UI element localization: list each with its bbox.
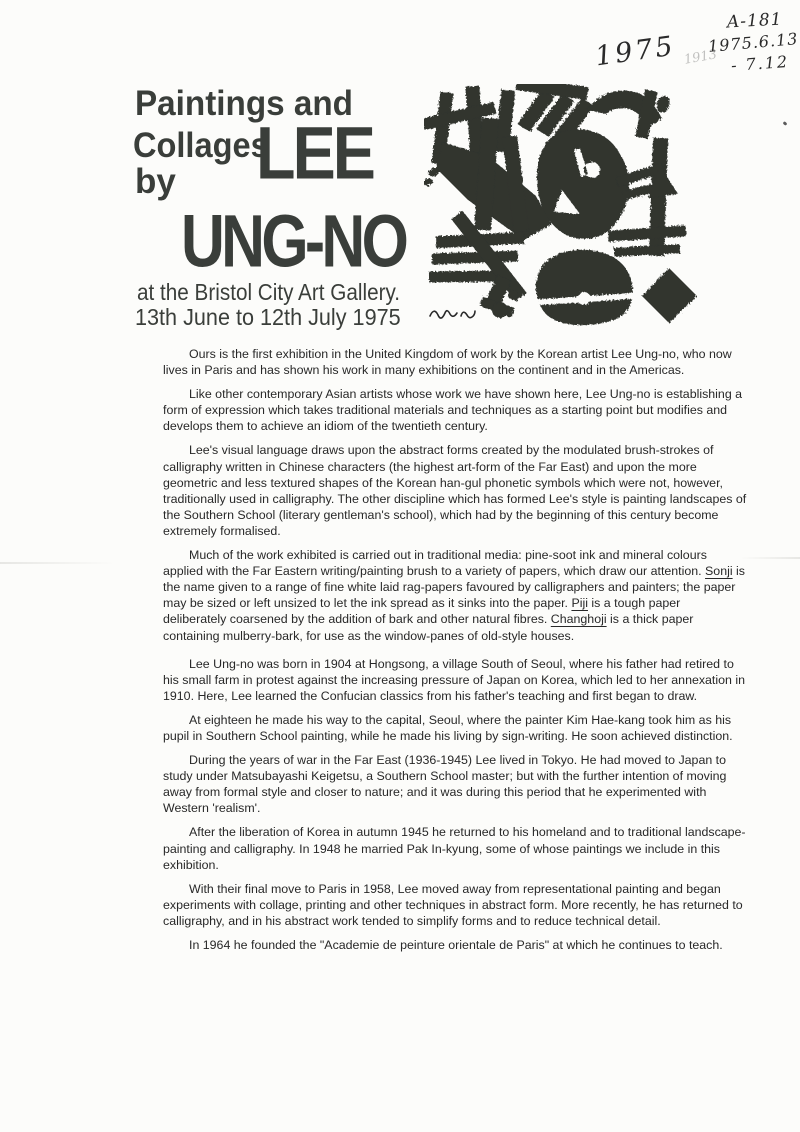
title-collages: Collages <box>133 126 269 165</box>
text-segment: During the years of war in the Far East (1936-1945) Lee lived in Tokyo. He had moved to Japan to study under Matsubayashi Keigetsu, a Southern School master; but with the further intention of moving away from formal style and closer to nature; and it was during this period that he experimented with Western 'realism'. <box>163 753 727 816</box>
title-by: by <box>135 162 176 201</box>
abstract-ink-artwork <box>424 84 704 332</box>
text-segment: Ours is the first exhibition in the United Kingdom of work by the Korean artist Lee Ung-no, who now lives in Paris and has shown his work in many exhibitions on the continent and in the Americas. <box>163 347 732 378</box>
text-segment: is a tough paper deliberately coarsened by the addition of bark and other natural fibres. <box>163 596 681 627</box>
text-segment: Much of the work exhibited is carried out in traditional media: pine-soot ink and mineral colours applied with the Far Eastern writing/painting brush to a variety of papers, which draw our attention. <box>163 548 707 579</box>
fold-crease-right <box>740 557 800 559</box>
ink-shapes <box>424 84 697 325</box>
title-ung-no: UNG-NO <box>181 199 406 282</box>
catalog-number-annotation: A-181 <box>726 9 783 33</box>
ink-speck <box>783 121 788 126</box>
paragraph <box>163 442 747 539</box>
paragraph <box>163 937 747 953</box>
fold-crease-left <box>0 562 115 564</box>
paragraph <box>163 824 747 872</box>
text-segment: At eighteen he made his way to the capital, Seoul, where the painter Kim Hae-kang took him as his pupil in Southern School painting, while he made his living by sign-writing. He soon achieved distinction. <box>163 712 733 743</box>
paragraph <box>163 386 747 434</box>
paragraph <box>163 712 747 744</box>
title-paintings-and: Paintings and <box>135 84 353 123</box>
underlined-term: Sonji <box>705 564 733 579</box>
text-segment: is the name given to a range of fine white laid rag-papers favoured by calligraphers and painters; the paper may be sized or left unsized to let the ink spread as it sinks into the paper. <box>163 564 746 611</box>
exhibition-dates-line: 13th June to 12th July 1975 <box>135 304 401 330</box>
text-segment: In 1964 he founded the "Academie de peinture orientale de Paris" at which he continues to teach. <box>189 938 723 952</box>
text-segment: is a thick paper containing mulberry-bark, for use as the window-panes of old-style houses. <box>163 612 694 643</box>
text-segment: Lee Ung-no was born in 1904 at Hongsong, a village South of Seoul, where his father had retired to his small farm in protest against the increasing pressure of Japan on Korea, which led to her annexation in 1910. Here, Lee learned the Confucian classics from his father's teaching and first began to draw. <box>163 656 745 703</box>
paragraph <box>163 547 747 644</box>
faint-pencil-note: 1913 <box>682 47 719 68</box>
underlined-term: Changhoji <box>550 612 607 627</box>
paragraph <box>163 881 747 929</box>
text-segment: Lee's visual language draws upon the abstract forms created by the modulated brush-strokes of calligraphy written in Chinese characters (the highest art-form of the Far East) and upon the more geometric and less textured shapes of the Korean han-gul phonetic symbols which were not, however, traditionally used in calligraphy. The other discipline which has formed Lee's style is painting landscapes of the Southern School (literary gentleman's school), which had by the beginning of this century become extremely formalised. <box>163 443 747 538</box>
date-annotation-line2: - 7.12 <box>730 51 790 76</box>
text-segment: With their final move to Paris in 1958, Lee moved away from representational painting and began experiments with collage, printing and other techniques in abstract form. More recently, he has returned to calligraphy, and in his abstract work tended to simplify forms and to reduce technical detail. <box>163 881 743 928</box>
text-segment: Like other contemporary Asian artists whose work we have shown here, Lee Ung-no is establishing a form of expression which takes traditional materials and techniques as a starting point but modifies and develops them to achieve an idiom of the twentieth century. <box>163 387 743 434</box>
paragraph <box>163 346 747 378</box>
paragraph <box>163 752 747 816</box>
venue-line: at the Bristol City Art Gallery. <box>137 279 401 305</box>
text-segment: After the liberation of Korea in autumn 1945 he returned to his homeland and to traditional landscape-painting and calligraphy. In 1948 he married Pak In-kyung, some of whose paintings we include in this exhibition. <box>163 825 746 872</box>
date-annotation-line1: 1975.6.13 <box>707 29 800 56</box>
title-lee: LEE <box>256 111 373 194</box>
underlined-term: Piji <box>571 596 588 611</box>
body-paragraphs <box>163 346 747 961</box>
paragraph <box>163 656 747 704</box>
handwritten-year: 1975 <box>593 30 678 73</box>
artist-signature <box>430 311 475 318</box>
